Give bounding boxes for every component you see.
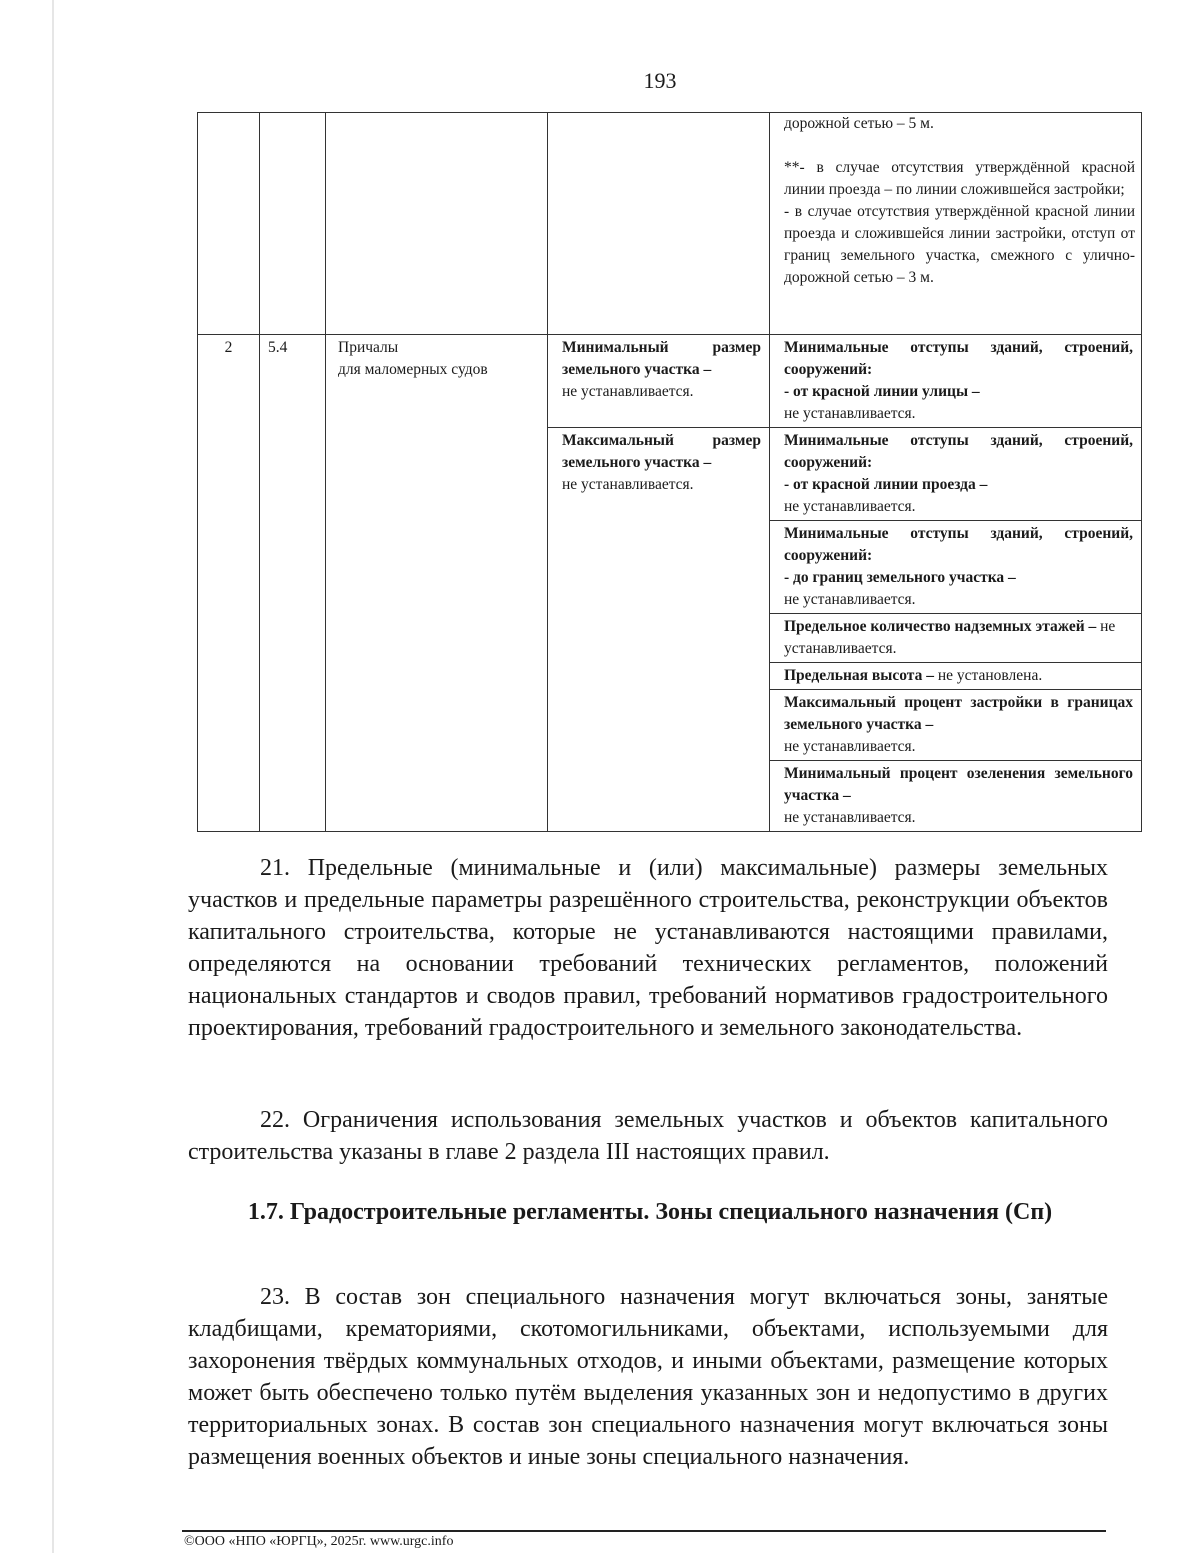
table-row-continuation [198,113,1142,335]
param-label: Минимальный процент озеленения земельного участка – [784,765,1133,804]
max-size-value: не устанавливается. [562,476,694,493]
param-value: не устанавливается. [784,405,916,422]
cell-empty [326,113,548,335]
max-size-label: Максимальный размер земельного участка – [562,432,761,471]
param-label: Максимальный процент застройки в границах земельного участка – [784,694,1133,733]
page-number: 193 [643,68,677,93]
footer-rule [182,1530,1106,1532]
cell-param [770,614,1142,663]
param-label: Минимальные отступы зданий, строений, сооружений: [784,339,1133,378]
param-label: Предельное количество надземных этажей – [784,618,1097,635]
cell-code: 5.4 [260,335,326,832]
param-value: не установлена. [937,667,1043,684]
cell-param [770,761,1142,832]
param-sublabel: - до границ земельного участка – [784,569,1016,586]
continuation-line: - в случае отсутствия утверждённой красной линии проезда и сложившейся линии застройки, отступ от границ земельного участка, смежного с улично-дорожной сетью – 3 м. [784,203,1135,286]
cell-empty [198,113,260,335]
paragraph-23: 23. В состав зон специального назначения могут включаться зоны, занятые кладбищами, крематориями, скотомогильниками, объектами, используемыми для захоронения твёрдых коммунальных отходов, и иными объектами, размещение которых может быть обеспечено только путём выделения указанных зон и недопустимо в других территориальных зонах. В состав зон специального назначения могут включаться зоны размещения военных объектов и иные зоны специального назначения. [188,1284,1108,1470]
cell-continuation [770,113,1142,335]
cell-row-number: 2 [198,335,260,832]
continuation-line: дорожной сетью – 5 м. [784,115,934,132]
use-name-line: для маломерных судов [338,361,488,378]
param-label: Минимальные отступы зданий, строений, сооружений: [784,432,1133,471]
param-sublabel: - от красной линии улицы – [784,383,980,400]
footer-copyright: ©ООО «НПО «ЮРГЦ», 2025г. www.urgc.info [184,1534,454,1549]
paragraph-21: 21. Предельные (минимальные и (или) максимальные) размеры земельных участков и предельные параметры разрешённого строительства, реконструкции объектов капитального строительства, которые не устанавливаются настоящими правилами, определяются на основании требований технических регламентов, положений национальных стандартов и сводов правил, требований нормативов градостроительного проектирования, требований градостроительного и земельного законодательства. [188,855,1108,1041]
param-label: Предельная высота – [784,667,934,684]
param-value: не устанавливается. [784,809,916,826]
cell-empty [548,113,770,335]
cell-max-size [548,428,770,832]
continuation-line: **- в случае отсутствия утверждённой красной линии проезда – по линии сложившейся застройки; [784,159,1135,198]
param-value: не устанавливается. [784,498,916,515]
param-label: Минимальные отступы зданий, строений, сооружений: [784,525,1133,564]
cell-param [770,663,1142,690]
param-value: не устанавливается. [784,738,916,755]
param-sublabel: - от красной линии проезда – [784,476,988,493]
scan-edge [52,0,54,1553]
paragraph-22: 22. Ограничения использования земельных участков и объектов капитального строительства указаны в главе 2 раздела III настоящих правил. [188,1107,1108,1165]
blank-line [784,135,1135,157]
cell-use-name [326,335,548,832]
param-value: не устанавливается. [784,618,1116,657]
cell-param [770,690,1142,761]
cell-param [770,428,1142,521]
min-size-value: не устанавливается. [562,383,694,400]
cell-empty [260,113,326,335]
regulations-table [197,112,1142,832]
cell-param [770,521,1142,614]
cell-min-size [548,335,770,428]
min-size-label: Минимальный размер земельного участка – [562,339,761,378]
use-name-line: Причалы [338,339,399,356]
section-heading: 1.7. Градостроительные регламенты. Зоны специального назначения (Сп) [247,1199,1053,1225]
table-row [198,335,1142,428]
cell-param [770,335,1142,428]
param-value: не устанавливается. [784,591,916,608]
